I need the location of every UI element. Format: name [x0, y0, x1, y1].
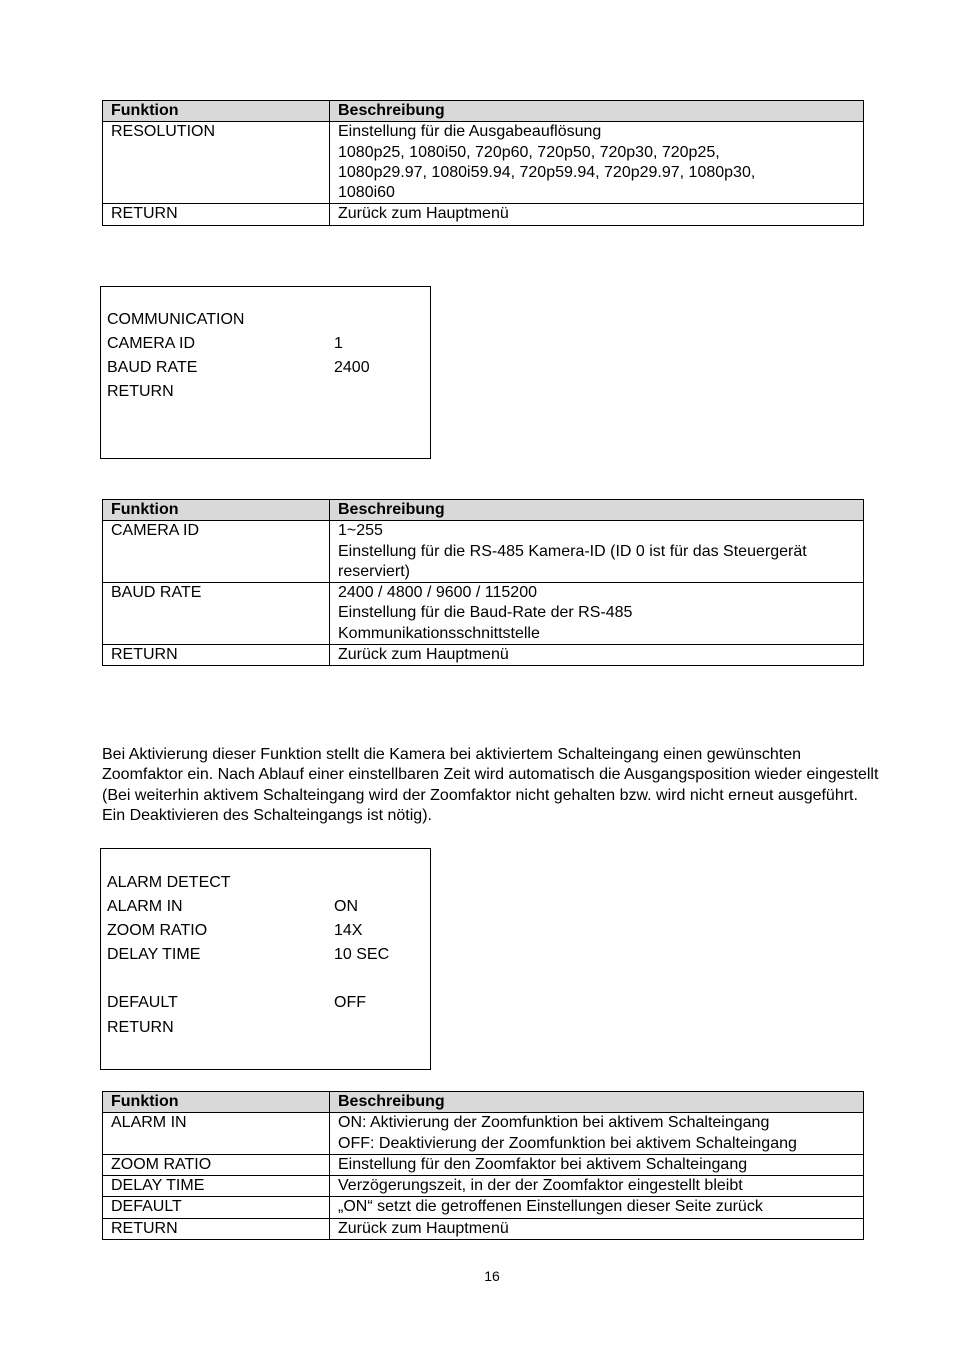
- header-beschreibung: Beschreibung: [330, 1092, 864, 1113]
- table-row: [103, 521, 864, 583]
- cell-beschreibung: 2400 / 4800 / 9600 / 115200 Einstellung für die Baud-Rate der RS-485 Kommunikationsschnittstelle: [330, 583, 864, 645]
- table-row: [103, 204, 864, 225]
- communication-table: [102, 499, 864, 666]
- cell-funktion: RETURN: [103, 1218, 330, 1239]
- table-row: [103, 122, 864, 204]
- alarm-menu-box: [100, 848, 431, 1070]
- cell-funktion: ZOOM RATIO: [103, 1154, 330, 1175]
- cell-funktion: RETURN: [103, 645, 330, 666]
- cell-beschreibung: Einstellung für den Zoomfaktor bei aktivem Schalteingang: [330, 1154, 864, 1175]
- menu-item-label: DELAY TIME: [107, 946, 201, 963]
- header-funktion: Funktion: [103, 500, 330, 521]
- table-row: [103, 645, 864, 666]
- cell-funktion: RESOLUTION: [103, 122, 330, 204]
- header-funktion: Funktion: [103, 101, 330, 122]
- alarm-description: Bei Aktivierung dieser Funktion stellt die Kamera bei aktiviertem Schalteingang einen gewünschten Zoomfaktor ein. Nach Ablauf einer einstellbaren Zeit wird automatisch die Ausgangsposition wieder eingestellt (Bei weiterhin aktivem Schalteingang wird der Zoomfaktor nicht gehalten bzw. wird nicht erneut ausgeführt. Ein Deaktivieren des Schalteingangs ist nötig).: [102, 746, 879, 824]
- cell-beschreibung: 1~255 Einstellung für die RS-485 Kamera-ID (ID 0 ist für das Steuergerät reserviert): [330, 521, 864, 583]
- cell-beschreibung: ON: Aktivierung der Zoomfunktion bei aktivem Schalteingang OFF: Deaktivierung der Zoomfunktion bei aktivem Schalteingang: [330, 1113, 864, 1155]
- cell-beschreibung: Einstellung für die Ausgabeauflösung 1080p25, 1080i50, 720p60, 720p50, 720p30, 720p25, 1080p29.97, 1080i59.94, 720p59.94, 720p29.97, 1080p30, 1080i60: [330, 122, 864, 204]
- menu-item-label: DEFAULT: [107, 994, 178, 1011]
- table-row: [103, 1218, 864, 1239]
- alarm-table: [102, 1091, 864, 1240]
- cell-funktion: DEFAULT: [103, 1197, 330, 1218]
- table-header-row: [103, 101, 864, 122]
- menu-title: ALARM DETECT: [107, 874, 231, 891]
- header-funktion: Funktion: [103, 1092, 330, 1113]
- resolution-table: [102, 100, 864, 226]
- cell-beschreibung: Zurück zum Hauptmenü: [330, 1218, 864, 1239]
- cell-beschreibung: Zurück zum Hauptmenü: [330, 645, 864, 666]
- table-header-row: [103, 1092, 864, 1113]
- table-row: [103, 1154, 864, 1175]
- cell-funktion: ALARM IN: [103, 1113, 330, 1155]
- cell-funktion: RETURN: [103, 204, 330, 225]
- table-row: [103, 1176, 864, 1197]
- menu-item-value: 2400: [334, 359, 370, 376]
- header-beschreibung: Beschreibung: [330, 101, 864, 122]
- page-number: 16: [484, 1268, 500, 1284]
- menu-item-value: OFF: [334, 994, 366, 1011]
- cell-beschreibung: „ON“ setzt die getroffenen Einstellungen dieser Seite zurück: [330, 1197, 864, 1218]
- menu-item-value: 1: [334, 335, 343, 352]
- menu-item-label: RETURN: [107, 1019, 174, 1036]
- menu-item-label: CAMERA ID: [107, 335, 196, 352]
- table-row: [103, 583, 864, 645]
- header-beschreibung: Beschreibung: [330, 500, 864, 521]
- cell-beschreibung: Zurück zum Hauptmenü: [330, 204, 864, 225]
- menu-item-label: RETURN: [107, 383, 174, 400]
- menu-item-value: 10 SEC: [334, 946, 390, 963]
- menu-item-label: ALARM IN: [107, 898, 183, 915]
- menu-item-value: 14X: [334, 922, 363, 939]
- menu-item-value: ON: [334, 898, 358, 915]
- table-header-row: [103, 500, 864, 521]
- menu-title: COMMUNICATION: [107, 311, 245, 328]
- cell-beschreibung: Verzögerungszeit, in der der Zoomfaktor eingestellt bleibt: [330, 1176, 864, 1197]
- cell-funktion: CAMERA ID: [103, 521, 330, 583]
- menu-item-label: BAUD RATE: [107, 359, 198, 376]
- cell-funktion: BAUD RATE: [103, 583, 330, 645]
- communication-menu-box: [100, 286, 431, 459]
- menu-item-label: ZOOM RATIO: [107, 922, 208, 939]
- table-row: [103, 1113, 864, 1155]
- table-row: [103, 1197, 864, 1218]
- cell-funktion: DELAY TIME: [103, 1176, 330, 1197]
